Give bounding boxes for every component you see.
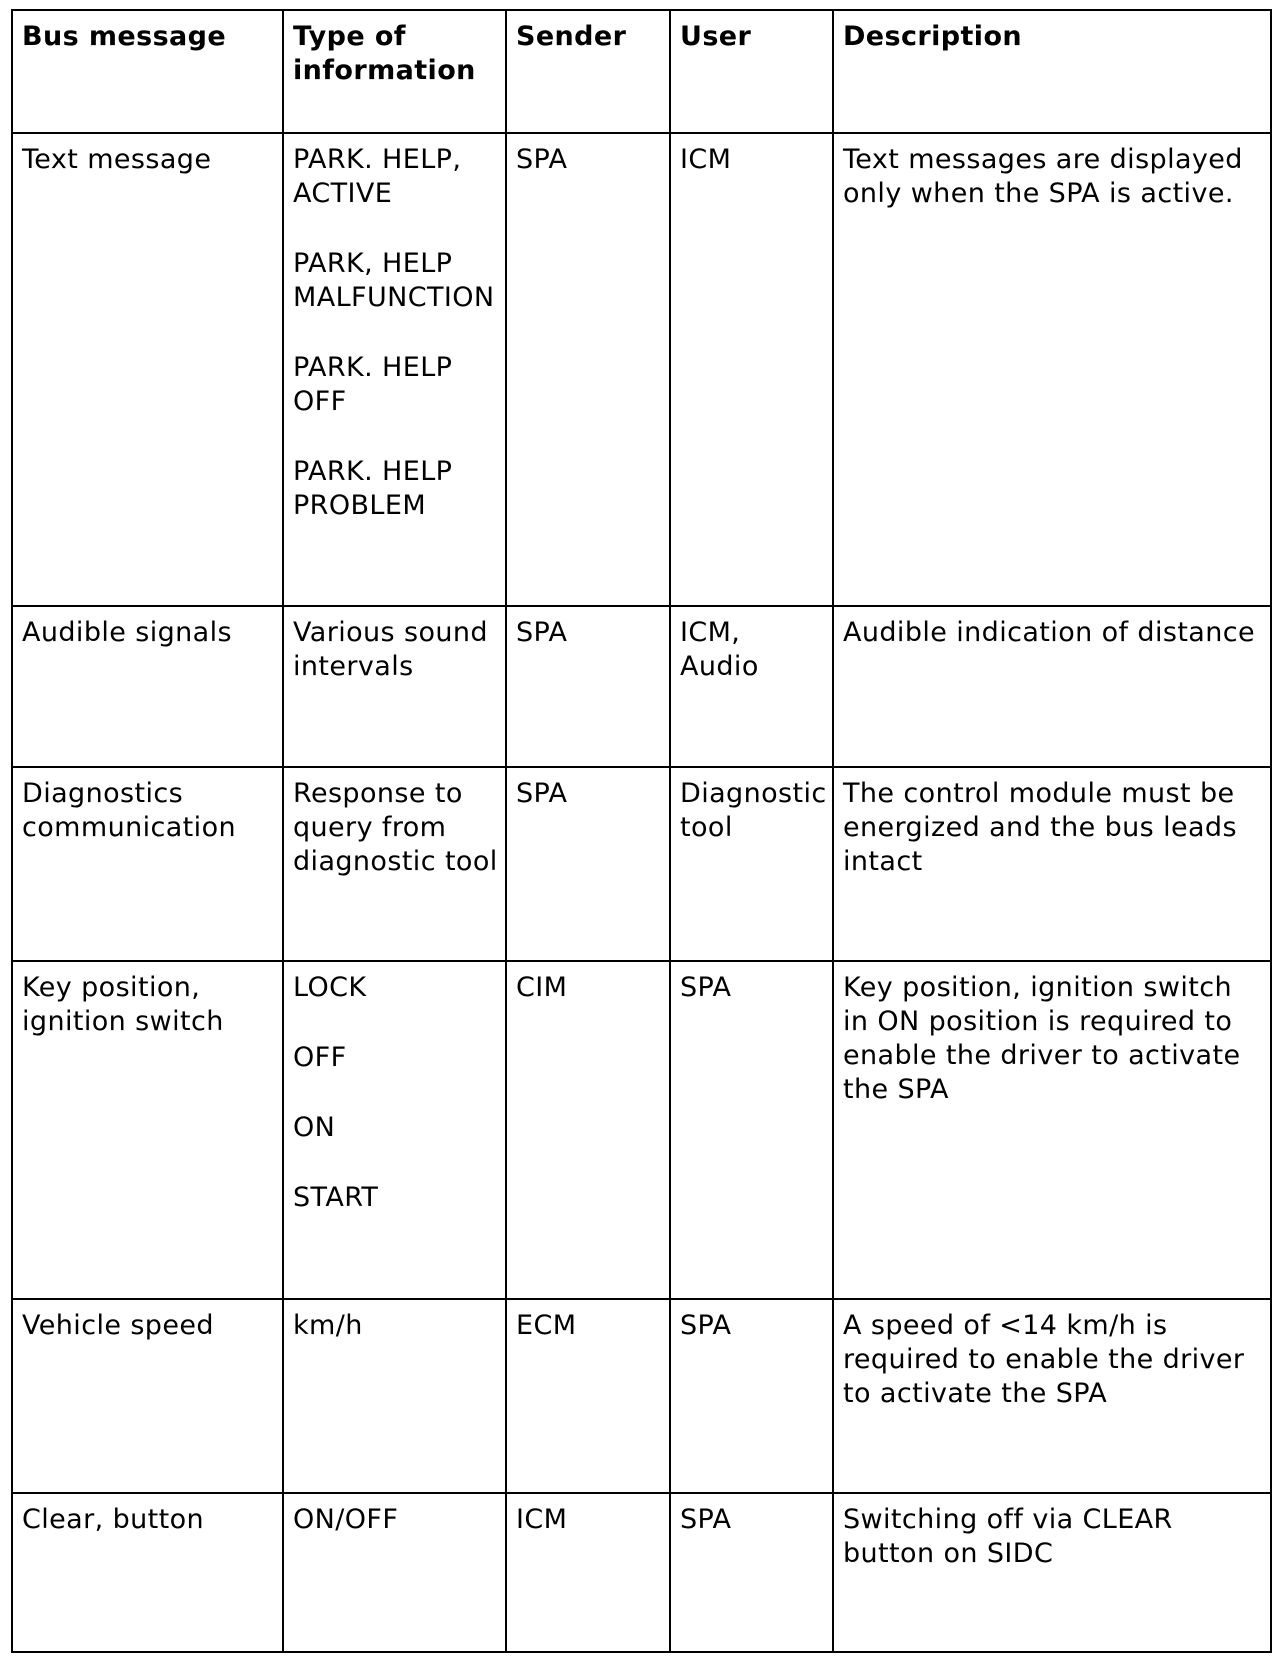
cell-text: CIM (516, 972, 568, 1003)
cell-type-of-information (283, 1299, 506, 1493)
cell-text: ignition switch (22, 1006, 224, 1037)
cell-text: START (293, 1182, 379, 1213)
cell-user (670, 133, 833, 606)
cell-text: SPA (516, 144, 568, 175)
cell-text: in ON position is required to (843, 1006, 1233, 1037)
info-item (293, 143, 496, 211)
cell-text: ICM (516, 1504, 568, 1535)
cell-text: km/h (293, 1310, 363, 1341)
header-description (833, 10, 1271, 133)
info-item (293, 1041, 496, 1075)
info-item (293, 455, 496, 523)
cell-sender (506, 1493, 670, 1652)
info-item (293, 777, 496, 879)
cell-bus-message (12, 606, 283, 767)
info-item (293, 1309, 496, 1343)
cell-text: A speed of <14 km/h is (843, 1310, 1168, 1341)
cell-text: required to enable the driver (843, 1344, 1245, 1375)
info-item (293, 1181, 496, 1215)
cell-text: SPA (680, 972, 732, 1003)
header-sender (506, 10, 670, 133)
cell-text: MALFUNCTION (293, 282, 495, 313)
cell-text: Various sound (293, 617, 488, 648)
cell-text: Audible indication of distance (843, 617, 1256, 648)
bus-message-table (11, 9, 1272, 1653)
cell-text: energized and the bus leads (843, 812, 1237, 843)
cell-bus-message (12, 961, 283, 1299)
cell-text: OFF (293, 1042, 347, 1073)
table-header-row (12, 10, 1271, 133)
header-bus-message (12, 10, 283, 133)
cell-text: PARK. HELP, (293, 144, 462, 175)
cell-text: Diagnostics (22, 778, 184, 809)
cell-text: only when the SPA is active. (843, 178, 1234, 209)
cell-type-of-information (283, 961, 506, 1299)
header-user-text: User (680, 21, 752, 52)
cell-text: Audible signals (22, 617, 232, 648)
cell-text: intervals (293, 651, 414, 682)
cell-sender (506, 767, 670, 961)
cell-type-of-information (283, 133, 506, 606)
cell-sender (506, 133, 670, 606)
cell-text: The control module must be (843, 778, 1235, 809)
table-row (12, 1493, 1271, 1652)
header-bus-message-text: Bus message (22, 21, 227, 52)
cell-text: ON/OFF (293, 1504, 399, 1535)
info-item (293, 351, 496, 419)
cell-text: Clear, button (22, 1504, 205, 1535)
info-item (293, 1503, 496, 1537)
header-user (670, 10, 833, 133)
cell-text: OFF (293, 386, 347, 417)
table-row (12, 606, 1271, 767)
cell-sender (506, 961, 670, 1299)
info-item (293, 247, 496, 315)
cell-bus-message (12, 1299, 283, 1493)
cell-text: ACTIVE (293, 178, 393, 209)
cell-bus-message (12, 1493, 283, 1652)
info-item (293, 1111, 496, 1145)
cell-user (670, 1493, 833, 1652)
cell-sender (506, 606, 670, 767)
cell-sender (506, 1299, 670, 1493)
header-type-line: information (293, 55, 476, 86)
info-item (293, 616, 496, 684)
cell-bus-message (12, 767, 283, 961)
cell-text: intact (843, 846, 923, 877)
cell-description (833, 606, 1271, 767)
cell-text: SPA (516, 778, 568, 809)
cell-text: button on SIDC (843, 1538, 1054, 1569)
cell-text: communication (22, 812, 237, 843)
table-row (12, 133, 1271, 606)
cell-text: ICM, (680, 617, 741, 648)
cell-text: LOCK (293, 972, 367, 1003)
cell-text: SPA (516, 617, 568, 648)
cell-text: PARK. HELP (293, 456, 453, 487)
cell-type-of-information (283, 767, 506, 961)
cell-text: Diagnostic (680, 778, 827, 809)
cell-text: PARK. HELP (293, 352, 453, 383)
table-row (12, 961, 1271, 1299)
cell-text: Key position, ignition switch (843, 972, 1232, 1003)
cell-text: tool (680, 812, 733, 843)
cell-bus-message (12, 133, 283, 606)
cell-text: Text messages are displayed (843, 144, 1243, 175)
cell-description (833, 1493, 1271, 1652)
table-row (12, 1299, 1271, 1493)
header-description-text: Description (843, 21, 1023, 52)
cell-text: SPA (680, 1504, 732, 1535)
cell-text: the SPA (843, 1074, 949, 1105)
header-sender-text: Sender (516, 21, 627, 52)
cell-text: to activate the SPA (843, 1378, 1108, 1409)
cell-text: Audio (680, 651, 759, 682)
cell-type-of-information (283, 1493, 506, 1652)
cell-text: ECM (516, 1310, 577, 1341)
header-type-of-information (283, 10, 506, 133)
cell-text: enable the driver to activate (843, 1040, 1241, 1071)
cell-description (833, 961, 1271, 1299)
cell-text: ICM (680, 144, 732, 175)
info-item (293, 971, 496, 1005)
cell-user (670, 1299, 833, 1493)
cell-user (670, 606, 833, 767)
cell-text: Vehicle speed (22, 1310, 214, 1341)
cell-text: ON (293, 1112, 336, 1143)
cell-type-of-information (283, 606, 506, 767)
cell-text: query from (293, 812, 447, 843)
cell-text: Text message (22, 144, 212, 175)
cell-text: SPA (680, 1310, 732, 1341)
cell-description (833, 767, 1271, 961)
cell-text: diagnostic tool (293, 846, 498, 877)
cell-user (670, 961, 833, 1299)
table-row (12, 767, 1271, 961)
cell-text: PARK, HELP (293, 248, 453, 279)
cell-text: Switching off via CLEAR (843, 1504, 1173, 1535)
cell-description (833, 133, 1271, 606)
cell-user (670, 767, 833, 961)
cell-text: PROBLEM (293, 490, 427, 521)
cell-description (833, 1299, 1271, 1493)
cell-text: Response to (293, 778, 463, 809)
header-type-line: Type of (293, 21, 406, 52)
cell-text: Key position, (22, 972, 201, 1003)
